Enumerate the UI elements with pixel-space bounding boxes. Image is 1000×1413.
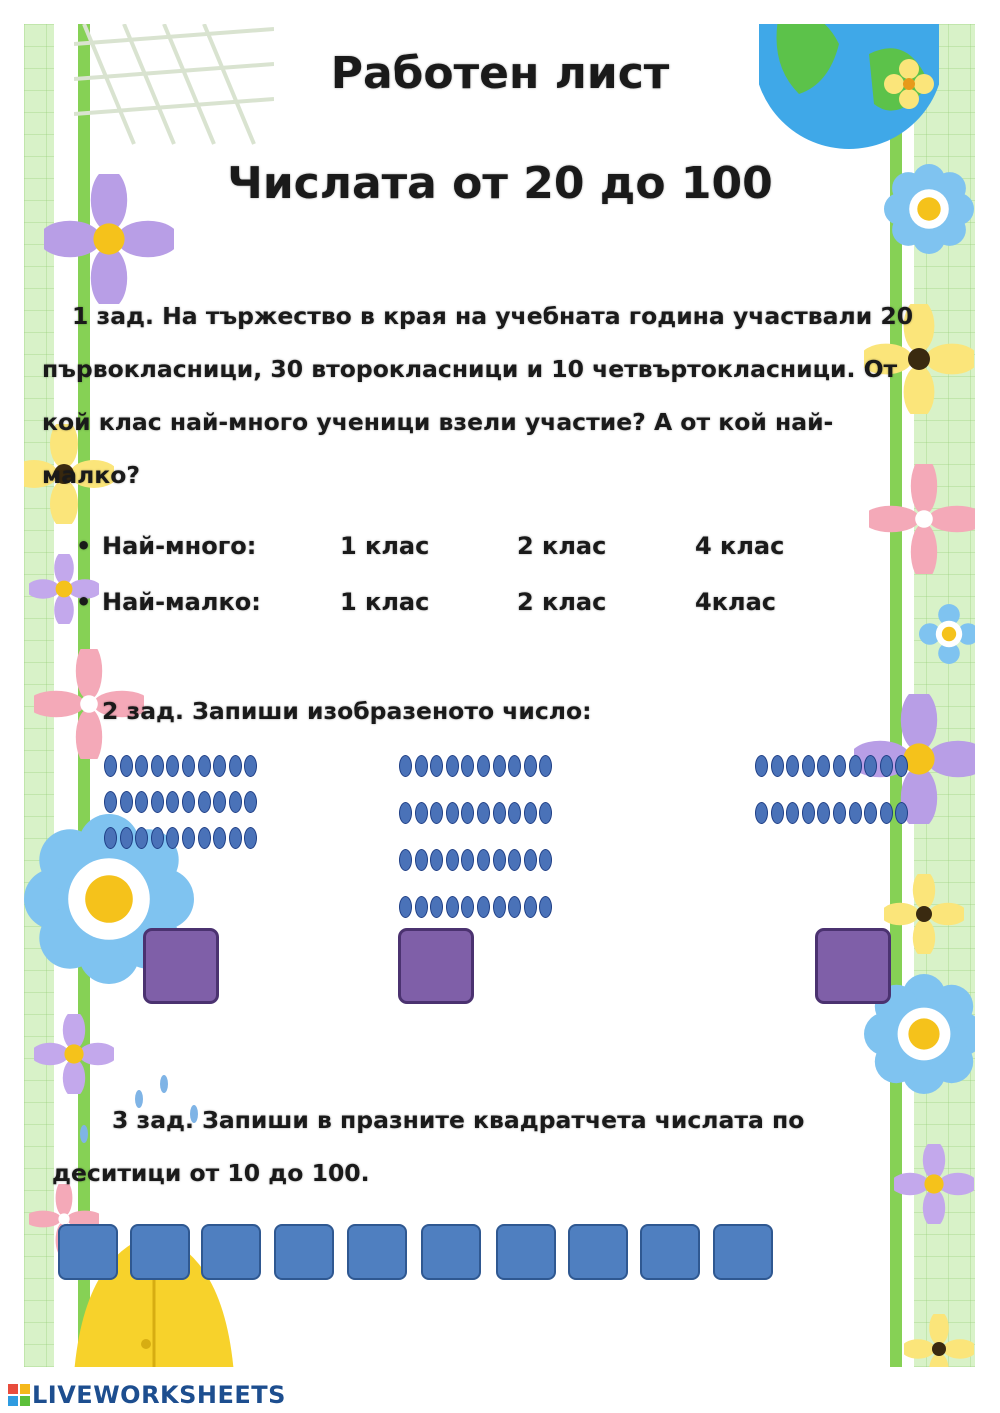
bead: [229, 755, 242, 777]
bead: [755, 755, 768, 777]
bead: [166, 827, 179, 849]
bead: [198, 791, 211, 813]
bead: [880, 802, 893, 824]
tens-answer-box[interactable]: [201, 1224, 261, 1280]
bead: [849, 755, 862, 777]
bead: [182, 791, 195, 813]
bead: [120, 791, 133, 813]
bead: [446, 849, 459, 871]
bead: [864, 755, 877, 777]
bead: [786, 755, 799, 777]
task1-text-line: малко?: [42, 461, 141, 489]
task1-text-line: кой клас най-много ученици взели участие? А от кой най-: [42, 408, 834, 436]
bead: [213, 755, 226, 777]
bead: [135, 755, 148, 777]
option-least-class-4[interactable]: 4клас: [695, 588, 776, 616]
liveworksheets-logo-icon: [8, 1384, 30, 1406]
bead: [430, 755, 443, 777]
bead: [399, 802, 412, 824]
answer-box-2[interactable]: [398, 928, 474, 1004]
bead: [461, 849, 474, 871]
bead-row-ten: [104, 755, 260, 779]
bead-row-ten: [104, 791, 260, 815]
bead: [895, 755, 908, 777]
bead: [786, 802, 799, 824]
bead: [415, 849, 428, 871]
bead: [399, 896, 412, 918]
bead: [151, 791, 164, 813]
answer-box-3[interactable]: [815, 928, 891, 1004]
bead: [508, 802, 521, 824]
bead: [493, 802, 506, 824]
tens-answer-box[interactable]: [496, 1224, 556, 1280]
bead: [771, 802, 784, 824]
bead: [135, 827, 148, 849]
bead: [104, 755, 117, 777]
bead: [415, 896, 428, 918]
bead: [229, 791, 242, 813]
bead-row-ten: [104, 827, 260, 851]
bead: [415, 802, 428, 824]
bead: [244, 827, 257, 849]
bead: [213, 791, 226, 813]
bullet-dot: •: [76, 532, 92, 560]
bead: [895, 802, 908, 824]
bead: [477, 755, 490, 777]
tens-answer-box[interactable]: [274, 1224, 334, 1280]
tens-answer-box[interactable]: [421, 1224, 481, 1280]
bead: [446, 896, 459, 918]
yellow-flower-icon: [884, 874, 964, 954]
bead: [104, 827, 117, 849]
bead: [817, 802, 830, 824]
bead: [477, 896, 490, 918]
bead: [446, 755, 459, 777]
bead: [244, 791, 257, 813]
page-title: Работен лист: [330, 48, 670, 99]
task2-text: 2 зад. Запиши изобразеното число:: [102, 697, 592, 725]
bead-row-ten: [755, 755, 911, 779]
bead: [771, 755, 784, 777]
bead: [539, 896, 552, 918]
bead: [399, 849, 412, 871]
bead: [166, 755, 179, 777]
bullet-dot: •: [76, 588, 92, 616]
liveworksheets-brand: LIVEWORKSHEETS: [32, 1381, 286, 1409]
bead: [182, 827, 195, 849]
bead: [833, 755, 846, 777]
pink-flower-icon: [869, 464, 975, 574]
bead: [539, 755, 552, 777]
bead: [833, 802, 846, 824]
bead: [151, 827, 164, 849]
bead: [446, 802, 459, 824]
task3-text-line: деситици от 10 до 100.: [52, 1159, 370, 1187]
bead: [477, 802, 490, 824]
bead-row-ten: [399, 849, 555, 873]
task3-text-line: 3 зад. Запиши в празните квадратчета числата по: [112, 1106, 805, 1134]
bead: [802, 802, 815, 824]
bead: [120, 827, 133, 849]
tens-answer-box[interactable]: [713, 1224, 773, 1280]
bead: [493, 849, 506, 871]
page-subtitle: Числата от 20 до 100: [227, 158, 773, 209]
option-most-class-2[interactable]: 2 клас: [517, 532, 607, 560]
task1-text-line: 1 зад. На тържество в края на учебната година участвали 20: [72, 302, 914, 330]
bead: [399, 755, 412, 777]
tens-answer-box[interactable]: [347, 1224, 407, 1280]
bead: [229, 827, 242, 849]
bead: [430, 802, 443, 824]
bead: [493, 755, 506, 777]
bead: [477, 849, 490, 871]
liveworksheets-logo: [8, 1381, 286, 1409]
bead: [493, 896, 506, 918]
bead: [539, 849, 552, 871]
bead: [430, 849, 443, 871]
bead: [849, 802, 862, 824]
bead: [104, 791, 117, 813]
bead: [524, 802, 537, 824]
bead: [508, 849, 521, 871]
bead: [508, 896, 521, 918]
yellow-flower-icon: [904, 1314, 974, 1367]
bead: [244, 755, 257, 777]
bead: [880, 755, 893, 777]
tens-answer-box[interactable]: [640, 1224, 700, 1280]
bead: [864, 802, 877, 824]
bead: [817, 755, 830, 777]
bead: [755, 802, 768, 824]
bead: [539, 802, 552, 824]
answer-box-1[interactable]: [143, 928, 219, 1004]
bead-row-ten: [399, 755, 555, 779]
bead-row-ten: [399, 802, 555, 826]
purple-flower-icon: [894, 1144, 974, 1224]
bead: [151, 755, 164, 777]
bead: [182, 755, 195, 777]
option-least-class-2[interactable]: 2 клас: [517, 588, 607, 616]
bead: [415, 755, 428, 777]
option-most-class-1[interactable]: 1 клас: [340, 532, 430, 560]
bead: [120, 755, 133, 777]
bead: [135, 791, 148, 813]
bead: [524, 896, 537, 918]
bead: [524, 755, 537, 777]
tens-answer-box[interactable]: [130, 1224, 190, 1280]
task1-text-line: първокласници, 30 второкласници и 10 четвъртокласници. От: [42, 355, 898, 383]
option-most-class-4[interactable]: 4 клас: [695, 532, 785, 560]
blue-daisy-icon: [919, 604, 975, 664]
tens-answer-box[interactable]: [568, 1224, 628, 1280]
bead: [802, 755, 815, 777]
bead: [461, 802, 474, 824]
bead: [461, 896, 474, 918]
option-least-class-1[interactable]: 1 клас: [340, 588, 430, 616]
bead: [213, 827, 226, 849]
bead: [508, 755, 521, 777]
bead: [198, 755, 211, 777]
bead-row-ten: [755, 802, 911, 826]
bead: [166, 791, 179, 813]
bead: [198, 827, 211, 849]
bead: [461, 755, 474, 777]
bead: [524, 849, 537, 871]
most-label: Най-много:: [102, 532, 257, 560]
bead-row-ten: [399, 896, 555, 920]
bead: [430, 896, 443, 918]
least-label: Най-малко:: [102, 588, 261, 616]
tens-answer-box[interactable]: [58, 1224, 118, 1280]
